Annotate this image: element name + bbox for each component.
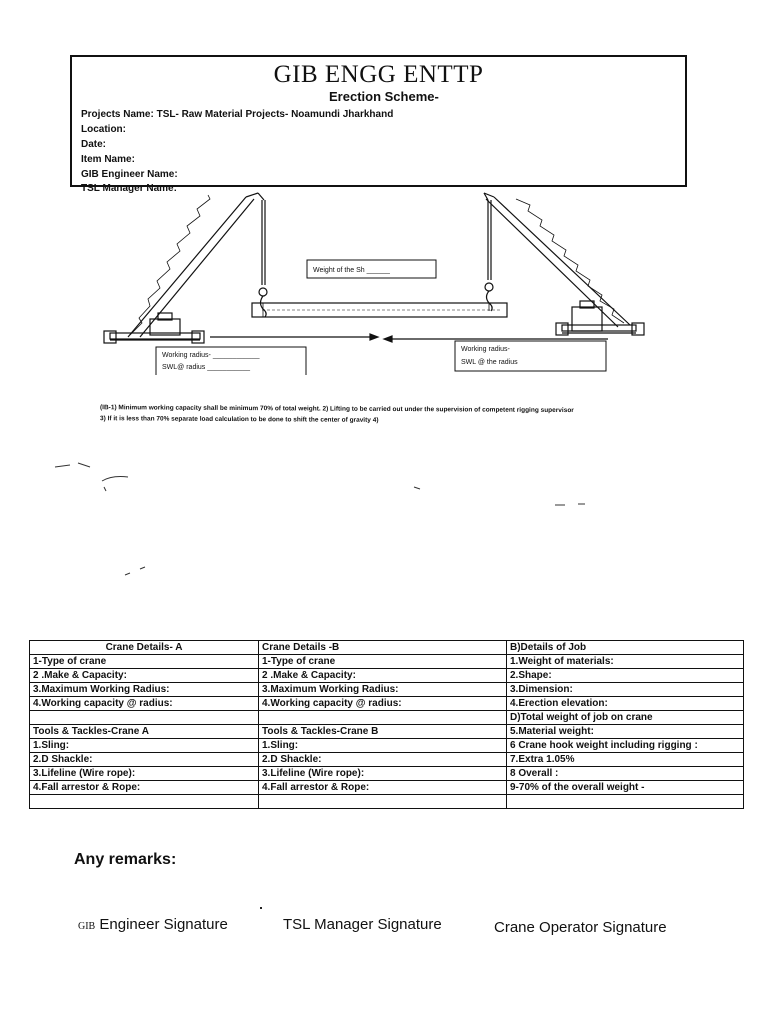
table-row (30, 655, 744, 669)
table-cell: 3.Lifeline (Wire rope): (30, 767, 259, 781)
table-cell: 2 .Make & Capacity: (259, 669, 507, 683)
table-row (30, 641, 744, 655)
table-cell: 1.Sling: (30, 739, 259, 753)
table-cell (507, 795, 744, 809)
table-cell: 3.Dimension: (507, 683, 744, 697)
table-row (30, 753, 744, 767)
crane-operator-signature: Crane Operator Signature (494, 919, 667, 936)
gib-prefix: GIB (78, 921, 96, 932)
left-swl-label: SWL@ radius ___________ (162, 364, 251, 371)
scheme-title: Erection Scheme- (329, 89, 439, 104)
table-cell: 6 Crane hook weight including rigging : (507, 739, 744, 753)
table-cell: 4.Fall arrestor & Rope: (259, 781, 507, 795)
table-cell: 4.Working capacity @ radius: (30, 697, 259, 711)
table-cell: 1.Weight of materials: (507, 655, 744, 669)
table-cell: 1-Type of crane (259, 655, 507, 669)
engineer-signature-label: Engineer Signature (99, 916, 228, 933)
table-cell: 4.Working capacity @ radius: (259, 697, 507, 711)
table-cell: 2.Shape: (507, 669, 744, 683)
table-cell: B)Details of Job (507, 641, 744, 655)
crane-details-table (29, 640, 744, 809)
remarks-label: Any remarks: (74, 851, 177, 868)
table-cell: D)Total weight of job on crane (507, 711, 744, 725)
table-row (30, 739, 744, 753)
table-cell: 3.Lifeline (Wire rope): (259, 767, 507, 781)
right-crane-body (556, 301, 644, 335)
table-cell: 5.Material weight: (507, 725, 744, 739)
table-row (30, 725, 744, 739)
weight-of-shell-label: Weight of the Sh ______ (313, 267, 390, 274)
erection-notes (100, 402, 700, 428)
table-cell: 7.Extra 1.05% (507, 753, 744, 767)
table-row (30, 781, 744, 795)
table-row (30, 683, 744, 697)
table-cell: 1.Sling: (259, 739, 507, 753)
left-crane-boom (128, 193, 267, 337)
table-cell: 2 .Make & Capacity: (30, 669, 259, 683)
table-cell (30, 711, 259, 725)
table-cell: Crane Details -B (259, 641, 507, 655)
tsl-manager-signature: TSL Manager Signature (283, 916, 442, 933)
table-row (30, 711, 744, 725)
date-field: Date: (81, 139, 107, 150)
table-cell (259, 795, 507, 809)
tsl-manager-field: TSL Manager Name: (81, 183, 177, 194)
item-name-field: Item Name: (81, 154, 135, 165)
table-cell: 4.Erection elevation: (507, 697, 744, 711)
table-cell: Tools & Tackles-Crane A (30, 725, 259, 739)
header-box (70, 55, 687, 194)
table-row (30, 795, 744, 809)
right-swl-label: SWL @ the radius (461, 359, 518, 366)
gib-engineer-field: GIB Engineer Name: (81, 169, 178, 180)
table-cell (30, 795, 259, 809)
table-cell: 1-Type of crane (30, 655, 259, 669)
table-cell: 2.D Shackle: (30, 753, 259, 767)
note-line-1: (IB-1) Minimum working capacity shall be minimum 70% of total weight. 2) Lifting to be carried out under the supervision of competent rigging supervisor (100, 404, 574, 415)
crane-diagram (0, 185, 768, 375)
right-working-radius-label: Working radius- (461, 346, 510, 353)
scan-specks (0, 455, 768, 585)
gib-engineer-signature (78, 916, 228, 933)
table-cell: 8 Overall : (507, 767, 744, 781)
table-cell: Crane Details- A (30, 641, 259, 655)
table-cell: 3.Maximum Working Radius: (30, 683, 259, 697)
company-name: GIB ENGG ENTTP (273, 61, 484, 88)
table-cell (259, 711, 507, 725)
right-crane-boom (484, 193, 630, 327)
left-crane-body (104, 313, 204, 343)
note-line-2: 3) If it is less than 70% separate load calculation to be done to shift the center of gravity 4) (100, 415, 379, 424)
table-row (30, 767, 744, 781)
location-field: Location: (81, 124, 126, 135)
table-cell: 4.Fall arrestor & Rope: (30, 781, 259, 795)
table-cell: 3.Maximum Working Radius: (259, 683, 507, 697)
table-row (30, 697, 744, 711)
table-cell: 2.D Shackle: (259, 753, 507, 767)
table-cell: 9-70% of the overall weight - (507, 781, 744, 795)
left-working-radius-label: Working radius- ____________ (162, 352, 260, 359)
scan-dot (260, 907, 262, 909)
table-cell: Tools & Tackles-Crane B (259, 725, 507, 739)
table-row (30, 669, 744, 683)
project-name-field: Projects Name: TSL- Raw Material Projects- Noamundi Jharkhand (81, 109, 394, 120)
